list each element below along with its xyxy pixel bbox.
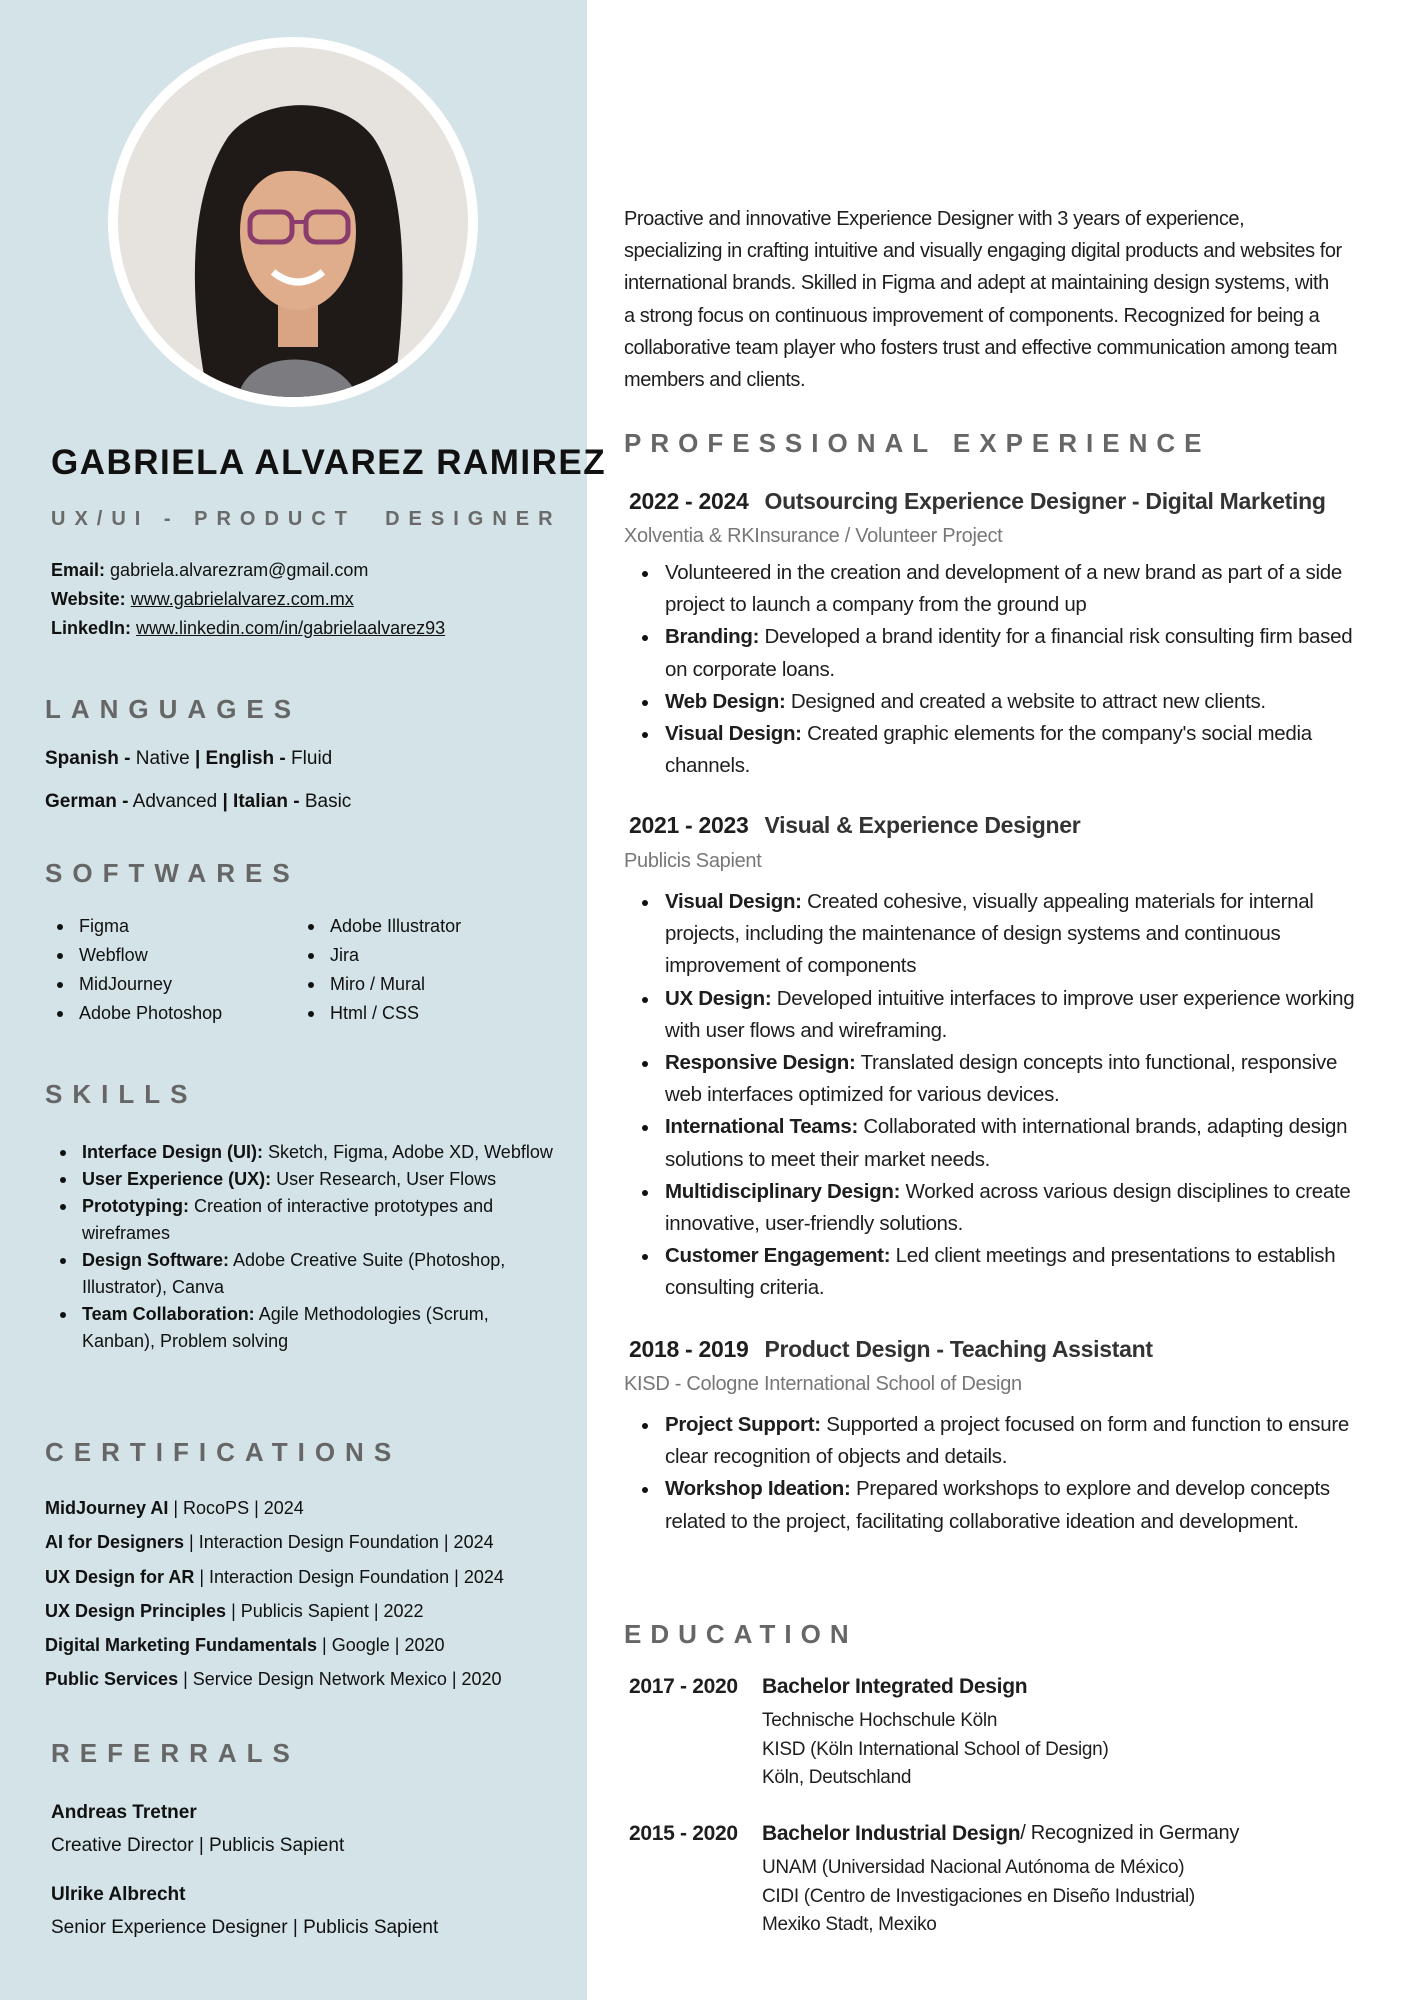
website-label: Website: (51, 589, 126, 609)
softwares-heading: SOFTWARES (45, 858, 300, 888)
job-header: 2021 - 2023 Visual & Experience Designer (629, 812, 1081, 838)
experience-heading: PROFESSIONAL EXPERIENCE (624, 428, 1211, 458)
skills-list (58, 1139, 558, 1355)
job-bullet: Customer Engagement: Led client meetings and presentations to establish consulting criteria. (640, 1240, 1360, 1304)
skills-heading: SKILLS (45, 1079, 198, 1109)
skill-item: Design Software: Adobe Creative Suite (Photoshop, Illustrator), Canva (58, 1247, 558, 1301)
job-header: 2022 - 2024 Outsourcing Experience Designer - Digital Marketing (629, 488, 1326, 514)
certification-item: MidJourney AI | RocoPS | 2024 (45, 1498, 304, 1518)
referrals-heading: REFERRALS (51, 1738, 300, 1768)
job-bullet: Visual Design: Created graphic elements for the company's social media channels. (640, 718, 1360, 782)
job-bullet: International Teams: Collaborated with international brands, adapting design solutions to meet their market needs. (640, 1111, 1360, 1175)
software-item: Figma (55, 912, 222, 941)
linkedin-link[interactable]: www.linkedin.com/in/gabrielaalvarez93 (136, 618, 446, 638)
software-item: Adobe Photoshop (55, 999, 222, 1028)
language-row (45, 737, 351, 780)
job-bullet: Project Support: Supported a project focused on form and function to ensure clear recognition of objects and details. (640, 1409, 1360, 1473)
job-bullet: Workshop Ideation: Prepared workshops to explore and develop concepts related to the project, facilitating collaborative ideation and development. (640, 1473, 1360, 1537)
job-bullet: Multidisciplinary Design: Worked across various design disciplines to create innovative, user-friendly solutions. (640, 1176, 1360, 1240)
software-item: Webflow (55, 941, 222, 970)
job-company: KISD - Cologne International School of Design (624, 1373, 1022, 1395)
certification-item: UX Design for AR | Interaction Design Foundation | 2024 (45, 1566, 504, 1587)
language-level: Fluid (285, 748, 333, 769)
job-bullet: Responsive Design: Translated design concepts into functional, responsive web interfaces optimized for various devices. (640, 1047, 1360, 1111)
software-item: Adobe Illustrator (306, 912, 461, 941)
software-item: Miro / Mural (306, 970, 461, 999)
language: German - (45, 791, 129, 812)
language: Spanish - (45, 748, 131, 769)
job-bullets (640, 886, 1360, 1305)
language-level: Basic (299, 791, 352, 812)
contact-info (51, 556, 445, 643)
language-level: Advanced (128, 791, 223, 812)
skill-item: User Experience (UX): User Research, User Flows (58, 1166, 558, 1193)
job-bullet: Branding: Developed a brand identity for a financial risk consulting firm based on corporate loans. (640, 621, 1360, 685)
skill-item: Team Collaboration: Agile Methodologies (Scrum, Kanban), Problem solving (58, 1301, 558, 1355)
education-item: 2017 - 2020 Bachelor Integrated Design Technische Hochschule Köln KISD (Köln International School of Design) Köln, Deutschland (629, 1675, 1109, 1789)
software-item: Jira (306, 941, 461, 970)
referral-item: Ulrike Albrecht Senior Experience Designer | Publicis Sapient (51, 1884, 439, 1938)
job-bullets (640, 557, 1360, 782)
softwares-list-1 (55, 912, 222, 1028)
linkedin-label: LinkedIn: (51, 618, 131, 638)
certification-item: Public Services | Service Design Network Mexico | 2020 (45, 1669, 502, 1690)
job-bullet: UX Design: Developed intuitive interfaces to improve user experience working with user flows and wireframing. (640, 983, 1360, 1047)
language: | English - (194, 748, 286, 769)
job-title: UX/UI - PRODUCT DESIGNER (51, 508, 562, 530)
certification-item: Digital Marketing Fundamentals | Google | 2020 (45, 1635, 445, 1656)
languages-heading: LANGUAGES (45, 694, 302, 724)
email[interactable]: gabriela.alvarezram@gmail.com (110, 560, 369, 580)
profile-summary: Proactive and innovative Experience Designer with 3 years of experience, specializing in crafting intuitive and visually engaging digital products and websites for international brands. Skilled in Figma and adept at maintaining design systems, with a strong focus on continuous improvement of components. Recognized for being a collaborative team player who fosters trust and effective communication among team members and clients. (624, 208, 1342, 392)
languages-list (45, 737, 351, 823)
software-item: MidJourney (55, 970, 222, 999)
job-bullet: Web Design: Designed and created a website to attract new clients. (640, 686, 1360, 718)
certifications-heading: CERTIFICATIONS (45, 1437, 402, 1467)
skill-item: Interface Design (UI): Sketch, Figma, Adobe XD, Webflow (58, 1139, 558, 1166)
job-header: 2018 - 2019 Product Design - Teaching Assistant (629, 1336, 1153, 1362)
referral-item: Andreas Tretner Creative Director | Publicis Sapient (51, 1802, 345, 1856)
candidate-name: GABRIELA ALVAREZ RAMIREZ (51, 443, 607, 482)
certifications-list (45, 1491, 504, 1697)
profile-photo (108, 37, 478, 407)
job-bullet: Volunteered in the creation and development of a new brand as part of a side project to launch a company from the ground up (640, 557, 1360, 621)
certification-item: AI for Designers | Interaction Design Foundation | 2024 (45, 1532, 494, 1553)
job-bullet: Visual Design: Created cohesive, visually appealing materials for internal projects, including the maintenance of design systems and continuous improvement of components (640, 886, 1360, 983)
language-row (45, 780, 351, 823)
education-heading: EDUCATION (624, 1619, 858, 1649)
education-item: 2015 - 2020 Bachelor Industrial Design / Recognized in Germany UNAM (Universidad Nacional Autónoma de México) CIDI (Centro de Investigaciones en Diseño Industrial) Mexiko Stadt, Mexiko (629, 1822, 1240, 1936)
job-company: Publicis Sapient (624, 850, 762, 872)
language-level: Native (130, 748, 195, 769)
website-link[interactable]: www.gabrielalvarez.com.mx (130, 589, 354, 609)
softwares-list-2 (306, 912, 461, 1028)
email-label: Email: (51, 560, 106, 580)
software-item: Html / CSS (306, 999, 461, 1028)
certification-item: UX Design Principles | Publicis Sapient | 2022 (45, 1600, 424, 1621)
job-company: Xolventia & RKInsurance / Volunteer Project (624, 525, 1003, 547)
skill-item: Prototyping: Creation of interactive prototypes and wireframes (58, 1193, 558, 1247)
job-bullets (640, 1409, 1360, 1538)
language: | Italian - (222, 791, 300, 812)
